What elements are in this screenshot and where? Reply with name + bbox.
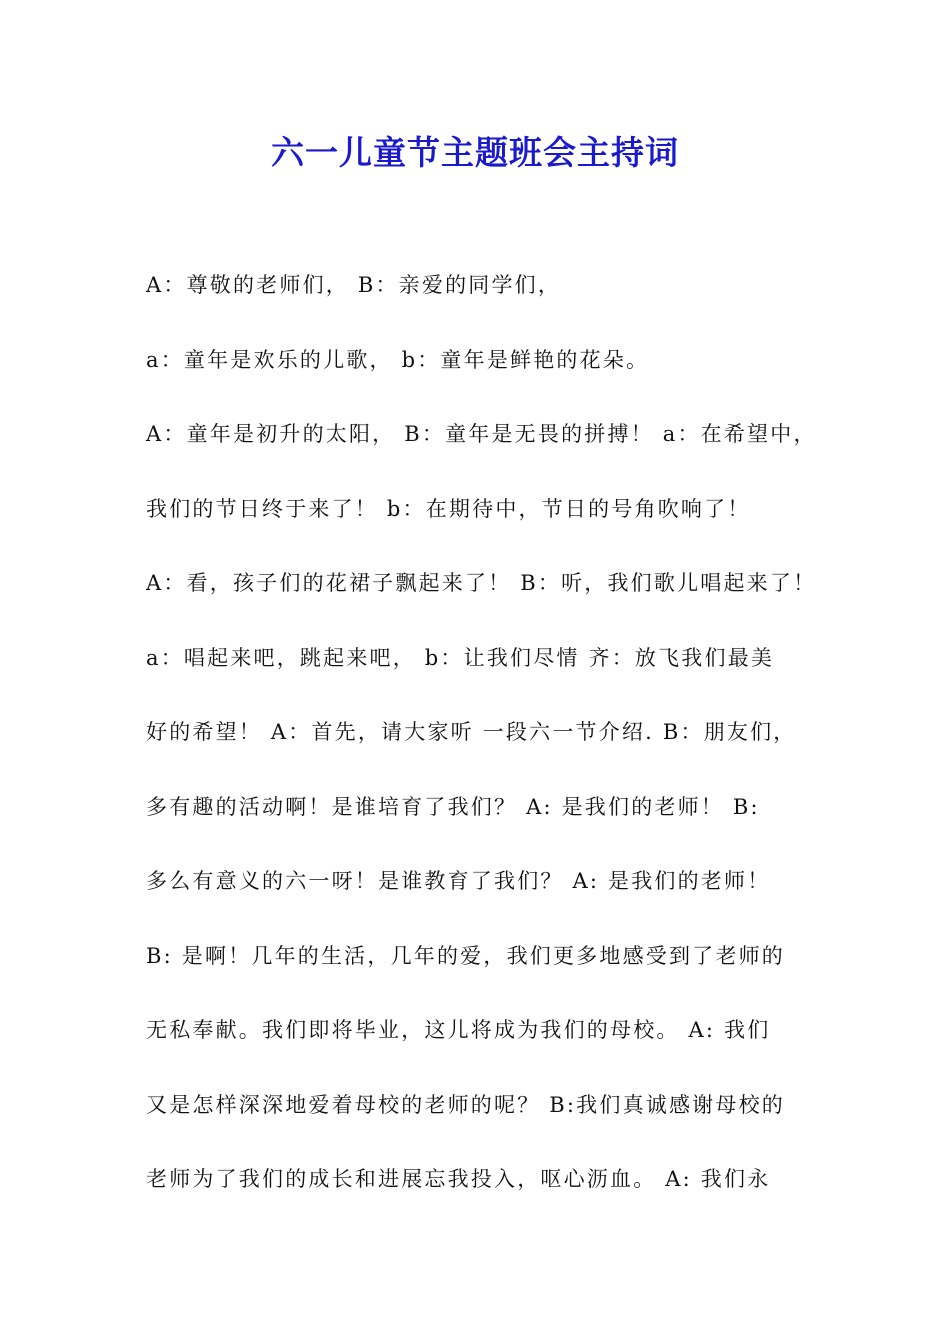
body-line: a：唱起来吧，跳起来吧， b：让我们尽情 齐：放飞我们最美 — [146, 645, 775, 670]
body-line: 好的希望！ A：首先，请大家听 一段六一节介绍. B：朋友们， — [146, 720, 797, 744]
document-title: 六一儿童节主题班会主持词 — [271, 133, 679, 172]
body-line: 我们的节日终于来了！ b：在期待中，节日的号角吹响了！ — [146, 496, 751, 521]
body-line: 无私奉献。我们即将毕业，这儿将成为我们的母校。 A: 我们 — [146, 1018, 771, 1042]
body-line: 又是怎样深深地爱着母校的老师的呢？ B:我们真诚感谢母校的 — [146, 1092, 785, 1117]
body-line: 多么有意义的六一呀！是谁教育了我们？ A: 是我们的老师！ — [146, 869, 771, 893]
document-body — [146, 260, 826, 1229]
body-line: B: 是啊！几年的生活，几年的爱，我们更多地感受到了老师的 — [146, 943, 785, 968]
body-line: A：尊敬的老师们， B：亲爱的同学们， — [146, 273, 562, 297]
body-line: A：看，孩子们的花裙子飘起来了！ B：听，我们歌儿唱起来了！ — [146, 571, 817, 595]
body-line: A：童年是初升的太阳， B：童年是无畏的拼搏！ a：在希望中， — [146, 422, 817, 446]
body-line: 老师为了我们的成长和进展忘我投入，呕心沥血。 A: 我们永 — [146, 1167, 771, 1191]
body-line: 多有趣的活动啊！是谁培育了我们？ A: 是我们的老师！ B: — [146, 794, 760, 819]
body-line: a：童年是欢乐的儿歌， b：童年是鲜艳的花朵。 — [146, 347, 650, 372]
